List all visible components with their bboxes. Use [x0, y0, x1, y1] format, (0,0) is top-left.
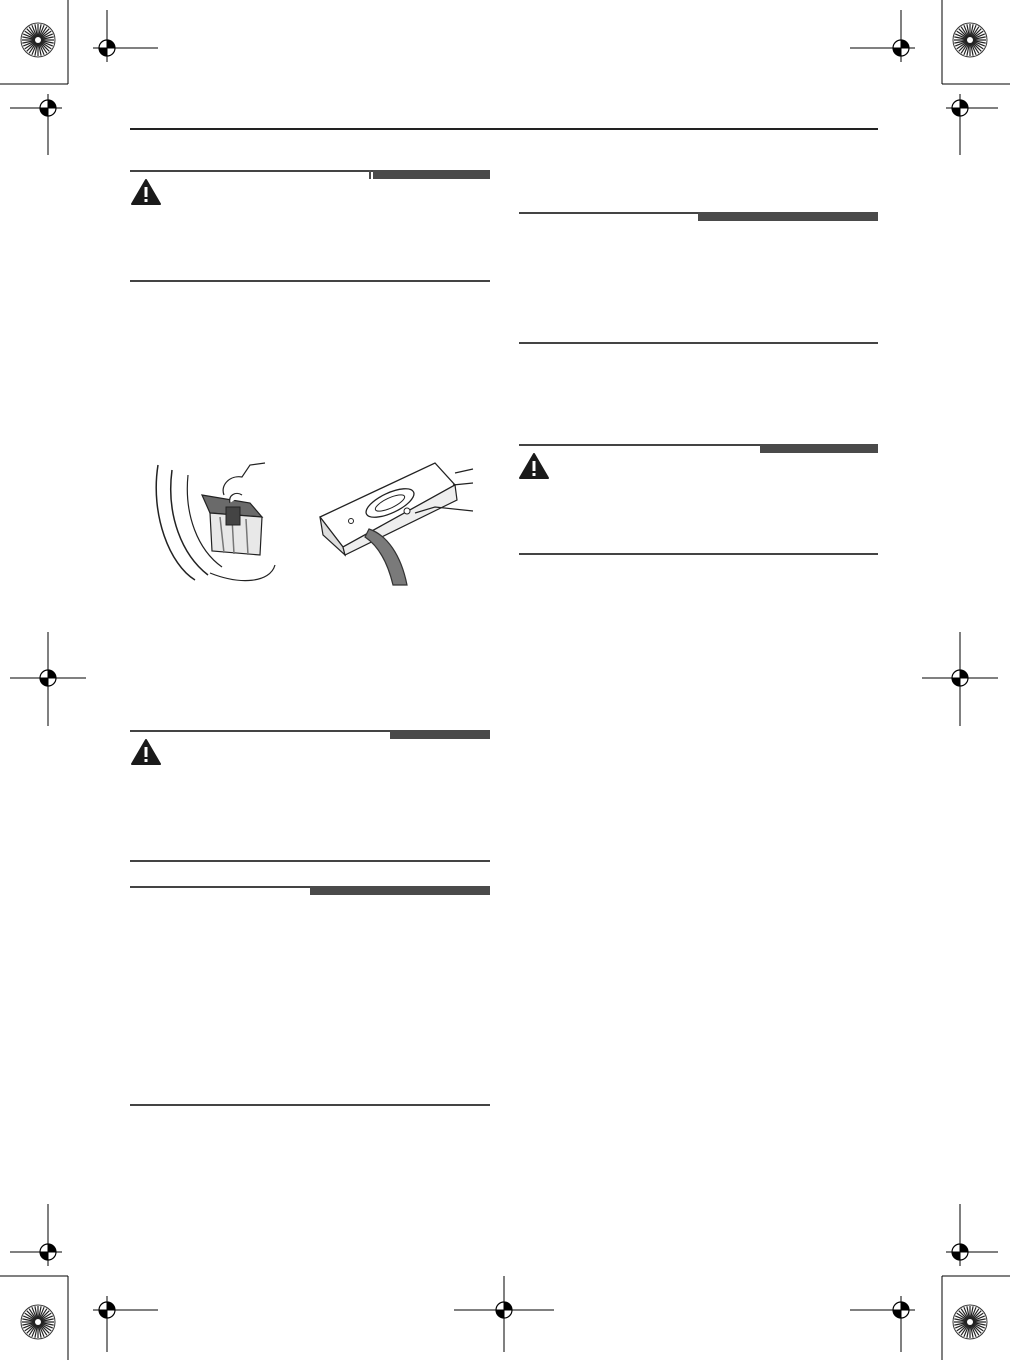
warning-triangle-icon — [518, 452, 550, 480]
section-box-tab — [310, 886, 490, 895]
section-box-tab — [698, 212, 878, 221]
section-box-bottom-rule — [130, 1104, 490, 1106]
dispenser-rinsing-illustration — [315, 455, 475, 587]
page-header-rule — [130, 128, 878, 130]
warning-box-tab — [373, 170, 490, 179]
warning-box-tab — [390, 730, 490, 739]
warning-box-bottom-rule — [519, 553, 878, 555]
drum-dispenser-removal-illustration — [150, 455, 290, 585]
section-box-bottom-rule — [519, 342, 878, 344]
warning-box-tab — [760, 444, 878, 453]
warning-triangle-icon — [130, 178, 162, 206]
warning-triangle-icon — [130, 738, 162, 766]
warning-box-bottom-rule — [130, 280, 490, 282]
warning-box-tab-tick — [369, 170, 371, 179]
warning-box-bottom-rule — [130, 860, 490, 862]
